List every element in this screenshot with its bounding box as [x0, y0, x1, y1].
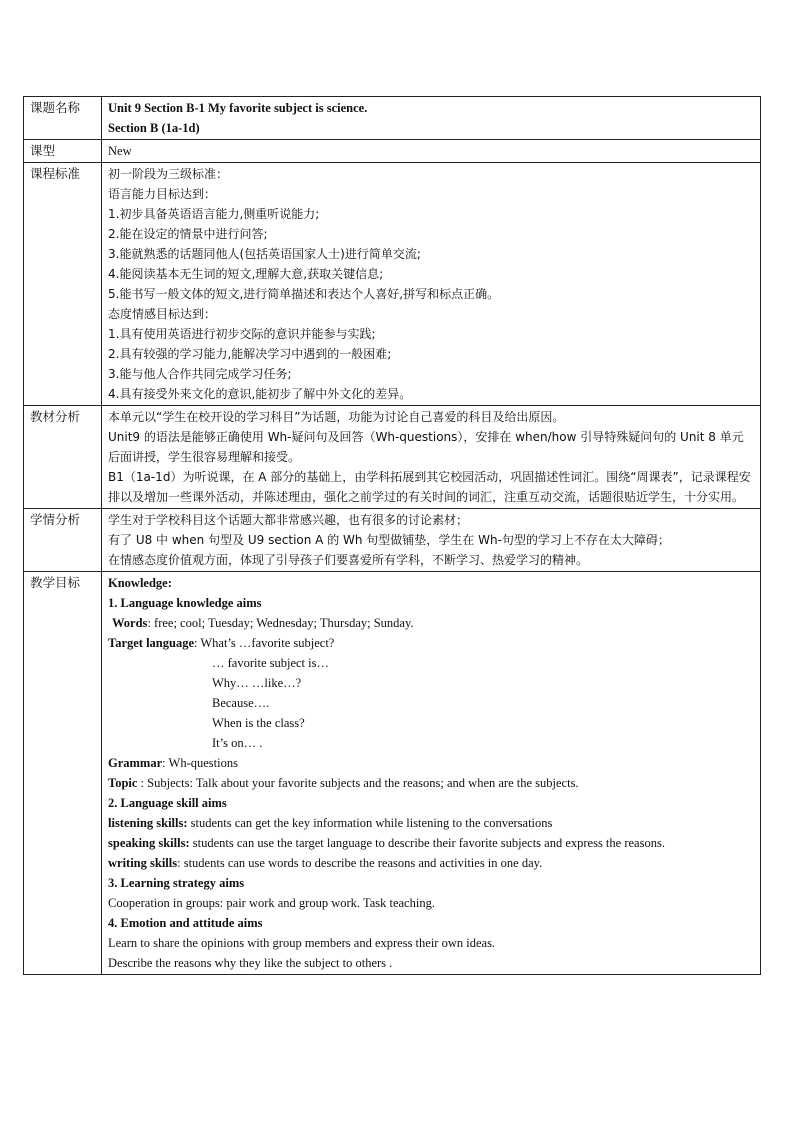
lesson-plan-table [23, 96, 761, 975]
standards-line: 初一阶段为三级标准： [108, 167, 229, 181]
words-label: Words [112, 616, 148, 630]
standards-line: 4.能阅读基本无生词的短文,理解大意,获取关键信息; [108, 267, 384, 281]
aims-heading-1: 1. Language knowledge aims [108, 596, 262, 610]
students-line: 有了 U8 中 when 句型及 U9 section A 的 Wh 句型做铺垫，学生在 Wh-句型的学习上不存在太大障碍； [108, 533, 670, 547]
listening-label: listening skills: [108, 816, 188, 830]
content-type [102, 140, 761, 163]
listening-text: students can get the key information while listening to the conversations [187, 816, 553, 830]
label-material: 教材分析 [24, 406, 102, 509]
target-line: It’s on… . [212, 736, 263, 750]
material-paragraph-1: 本单元以“学生在校开设的学习科目”为话题，功能为讨论自己喜爱的科目及给出原因。 [108, 410, 565, 424]
target-line: Because…. [212, 696, 270, 710]
aims-listening [108, 813, 754, 833]
writing-text: : students can use words to describe the reasons and activities in one day. [177, 856, 543, 870]
grammar-label: Grammar [108, 756, 163, 770]
standards-line: 态度情感目标达到： [108, 307, 217, 321]
target-text: : What’s …favorite subject? [194, 636, 335, 650]
standards-line: 3.能与他人合作共同完成学习任务; [108, 367, 292, 381]
content-students [102, 509, 761, 572]
label-aims: 教学目标 [24, 572, 102, 975]
students-line: 学生对于学校科目这个话题大都非常感兴趣，也有很多的讨论素材； [108, 513, 469, 527]
speaking-text: students can use the target language to describe their favorite subjects and express the reasons. [189, 836, 665, 850]
material-paragraph-2: Unit9 的语法是能够正确使用 Wh-疑问句及回答（Wh-questions），安排在 when/how 引导特殊疑问句的 Unit 8 单元后面讲授，学生很容易理解和接受。 [108, 430, 744, 464]
row-aims [24, 572, 761, 975]
standards-line: 1.具有使用英语进行初步交际的意识并能参与实践; [108, 327, 376, 341]
title-line-2: Section B (1a-1d) [108, 121, 200, 135]
aims-words [108, 613, 754, 633]
aims-knowledge-heading: Knowledge: [108, 576, 172, 590]
standards-line: 1.初步具备英语语言能力,侧重听说能力; [108, 207, 320, 221]
grammar-text: : Wh-questions [162, 756, 238, 770]
row-material [24, 406, 761, 509]
title-line-1: Unit 9 Section B-1 My favorite subject is science. [108, 101, 368, 115]
content-aims [102, 572, 761, 975]
aims-emotion-line: Describe the reasons why they like the subject to others . [108, 956, 393, 970]
row-standards [24, 163, 761, 406]
content-title [102, 97, 761, 140]
standards-line: 2.能在设定的情景中进行问答; [108, 227, 268, 241]
aims-emotion-line: Learn to share the opinions with group members and express their own ideas. [108, 936, 496, 950]
aims-target [108, 633, 754, 653]
aims-heading-3: 3. Learning strategy aims [108, 876, 245, 890]
standards-line: 3.能就熟悉的话题同他人(包括英语国家人士)进行简单交流; [108, 247, 421, 261]
students-line: 在情感态度价值观方面，体现了引导孩子们要喜爱所有学科，不断学习、热爱学习的精神。 [108, 553, 589, 567]
standards-line: 语言能力目标达到： [108, 187, 217, 201]
aims-topic [108, 773, 754, 793]
content-material [102, 406, 761, 509]
type-value: New [108, 144, 132, 158]
standards-line: 4.具有接受外来文化的意识,能初步了解中外文化的差异。 [108, 387, 412, 401]
label-type: 课型 [24, 140, 102, 163]
row-type [24, 140, 761, 163]
target-label: Target language [108, 636, 194, 650]
target-line: When is the class? [212, 716, 305, 730]
words-text: : free; cool; Tuesday; Wednesday; Thursday; Sunday. [147, 616, 414, 630]
speaking-label: speaking skills: [108, 836, 190, 850]
label-students: 学情分析 [24, 509, 102, 572]
material-paragraph-3: B1（1a-1d）为听说课，在 A 部分的基础上，由学科拓展到其它校园活动，巩固描述性词汇。围绕“周课表”，记录课程安排以及增加一些课外活动，并陈述理由，强化之前学过的有关时间的词汇，注重互动交流，话题很贴近学生，十分实用。 [108, 470, 751, 504]
target-line: … favorite subject is… [212, 656, 329, 670]
aims-writing [108, 853, 754, 873]
standards-line: 2.具有较强的学习能力,能解决学习中遇到的一般困难; [108, 347, 392, 361]
standards-line: 5.能书写一般文体的短文,进行简单描述和表达个人喜好,拼写和标点正确。 [108, 287, 500, 301]
topic-text: : Subjects: Talk about your favorite subjects and the reasons; and when are the subjects. [137, 776, 579, 790]
aims-strategy: Cooperation in groups: pair work and group work. Task teaching. [108, 896, 435, 910]
writing-label: writing skills [108, 856, 178, 870]
row-students [24, 509, 761, 572]
row-title [24, 97, 761, 140]
label-title: 课题名称 [24, 97, 102, 140]
content-standards [102, 163, 761, 406]
topic-label: Topic [108, 776, 138, 790]
aims-heading-2: 2. Language skill aims [108, 796, 227, 810]
aims-speaking [108, 833, 754, 853]
aims-grammar [108, 753, 754, 773]
target-line: Why… …like…? [212, 676, 302, 690]
label-standards: 课程标准 [24, 163, 102, 406]
aims-heading-4: 4. Emotion and attitude aims [108, 916, 263, 930]
